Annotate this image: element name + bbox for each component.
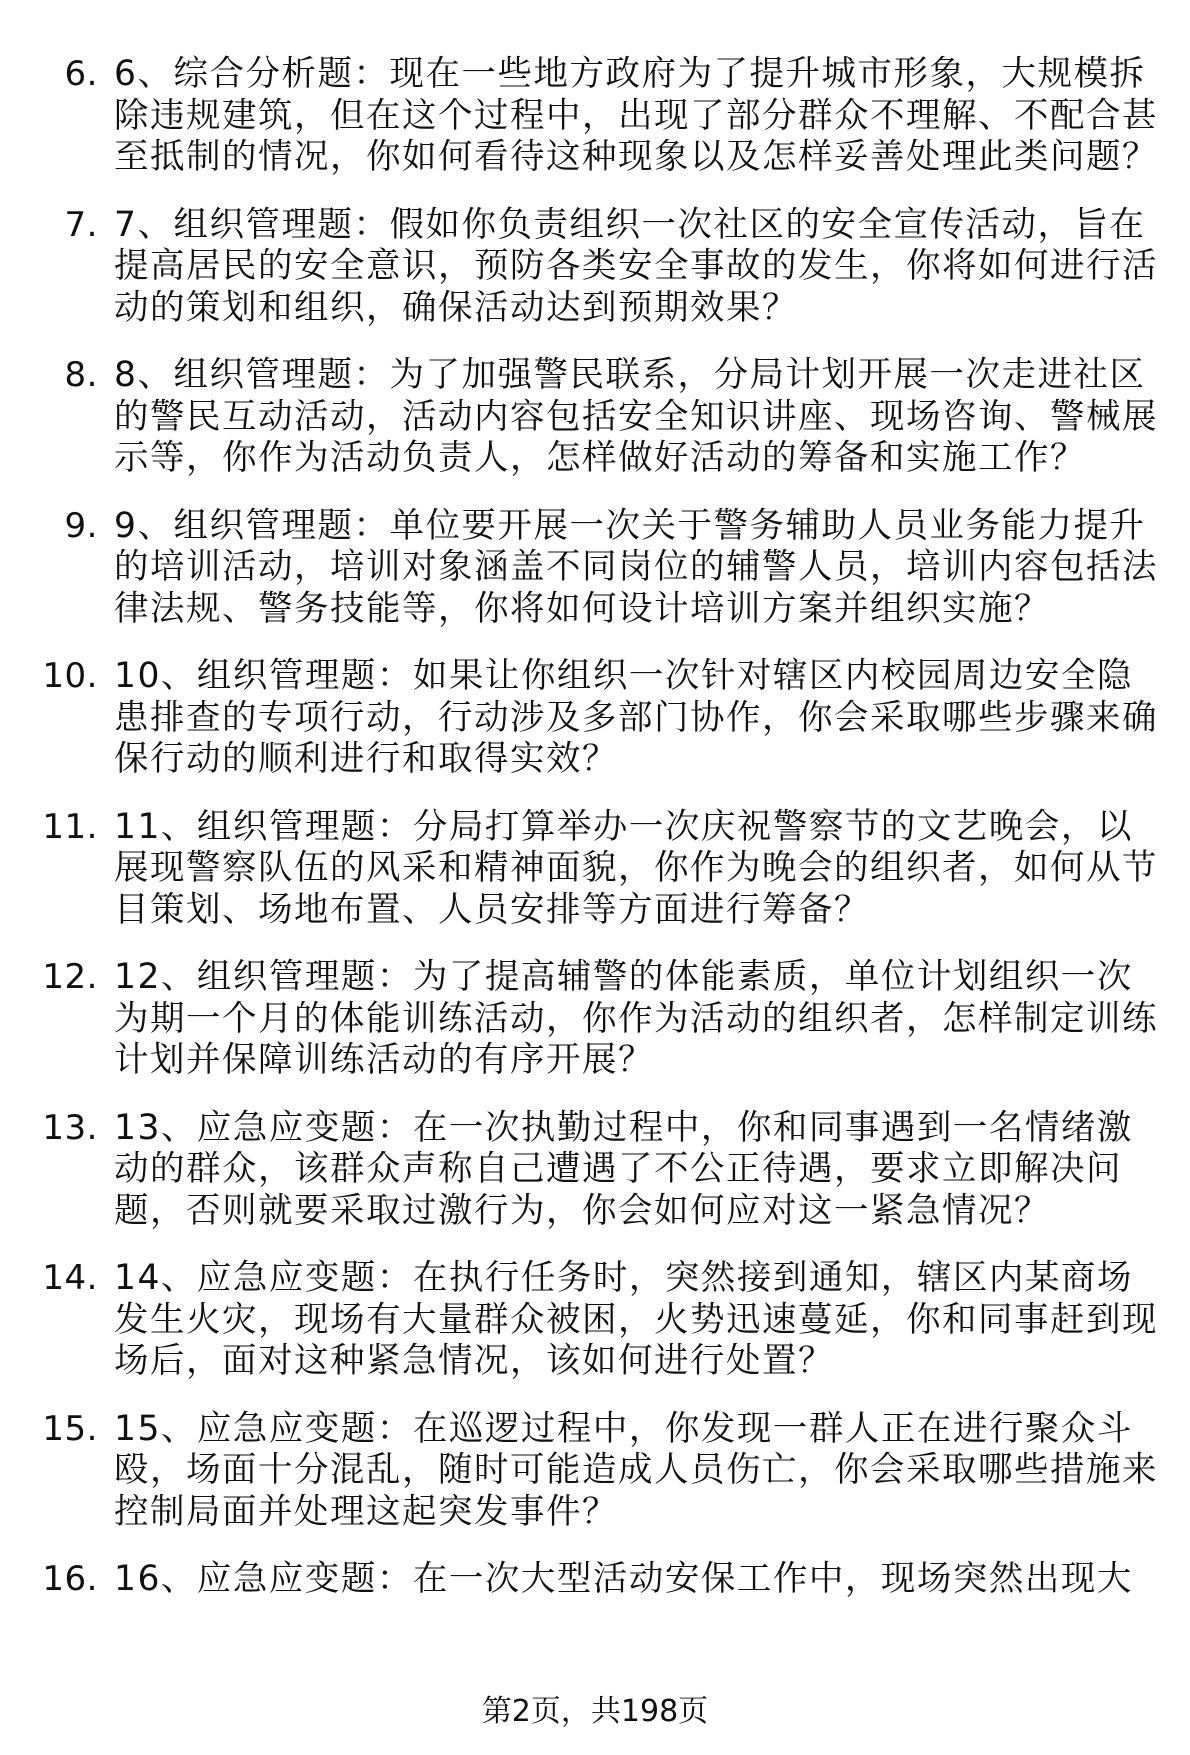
item-text: 16、应急应变题：在一次大型活动安保工作中，现场突然出现大 xyxy=(114,1559,1133,1599)
item-number: 10. xyxy=(42,656,98,696)
list-item xyxy=(0,1559,1190,1601)
item-number: 8. xyxy=(64,355,98,395)
item-text: 12、组织管理题：为了提高辅警的体能素质，单位计划组织一次为期一个月的体能训练活动，你作为活动的组织者，怎样制定训练计划并保障训练活动的有序开展？ xyxy=(114,957,1158,1080)
item-text: 7、组织管理题：假如你负责组织一次社区的安全宣传活动，旨在提高居民的安全意识，预防各类安全事故的发生，你将如何进行活动的策划和组织，确保活动达到预期效果？ xyxy=(114,204,1158,328)
item-number: 11. xyxy=(42,806,98,847)
item-text: 10、组织管理题：如果让你组织一次针对辖区内校园周边安全隐患排查的专项行动，行动涉及多部门协作，你会采取哪些步骤来确保行动的顺利进行和取得实效？ xyxy=(114,656,1158,779)
page-footer: 第2页，共198页 xyxy=(481,1694,709,1729)
list-item xyxy=(0,54,1190,179)
item-text: 9、组织管理题：单位要开展一次关于警务辅助人员业务能力提升的培训活动，培训对象涵盖不同岗位的辅警人员，培训内容包括法律法规、警务技能等，你将如何设计培训方案并组织实施？ xyxy=(114,505,1158,629)
list-item xyxy=(0,355,1190,480)
list-item xyxy=(0,1258,1190,1383)
item-text: 11、组织管理题：分局打算举办一次庆祝警察节的文艺晚会，以展现警察队伍的风采和精神面貌，你作为晚会的组织者，如何从节目策划、场地布置、人员安排等方面进行筹备？ xyxy=(114,806,1158,930)
item-number: 7. xyxy=(64,204,98,245)
item-number: 12. xyxy=(42,957,98,997)
item-number: 15. xyxy=(42,1408,98,1449)
item-text: 8、组织管理题：为了加强警民联系，分局计划开展一次走进社区的警民互动活动，活动内容包括安全知识讲座、现场咨询、警械展示等，你作为活动负责人，怎样做好活动的筹备和实施工作？ xyxy=(114,355,1158,478)
item-text: 13、应急应变题：在一次执勤过程中，你和同事遇到一名情绪激动的群众，该群众声称自己遭遇了不公正待遇，要求立即解决问题，否则就要采取过激行为，你会如何应对这一紧急情况？ xyxy=(114,1107,1133,1231)
question-list xyxy=(0,54,1190,1627)
item-number: 9. xyxy=(64,505,98,546)
list-item xyxy=(0,656,1190,781)
list-item xyxy=(0,1108,1190,1233)
item-number: 14. xyxy=(42,1258,98,1298)
item-number: 6. xyxy=(64,54,98,94)
item-text: 6、综合分析题：现在一些地方政府为了提升城市形象，大规模拆除违规建筑，但在这个过程中，出现了部分群众不理解、不配合甚至抵制的情况，你如何看待这种现象以及怎样妥善处理此类问题？ xyxy=(114,54,1158,177)
item-text: 15、应急应变题：在巡逻过程中，你发现一群人正在进行聚众斗殴，场面十分混乱，随时可能造成人员伤亡，你会采取哪些措施来控制局面并处理这起突发事件？ xyxy=(114,1408,1158,1532)
list-item xyxy=(0,957,1190,1082)
item-number: 16. xyxy=(42,1559,98,1599)
list-item xyxy=(0,205,1190,330)
item-text: 14、应急应变题：在执行任务时，突然接到通知，辖区内某商场发生火灾，现场有大量群众被困，火势迅速蔓延，你和同事赶到现场后，面对这种紧急情况，该如何进行处置？ xyxy=(114,1258,1158,1381)
list-item xyxy=(0,807,1190,932)
item-number: 13. xyxy=(42,1107,98,1148)
list-item xyxy=(0,506,1190,631)
list-item xyxy=(0,1409,1190,1534)
